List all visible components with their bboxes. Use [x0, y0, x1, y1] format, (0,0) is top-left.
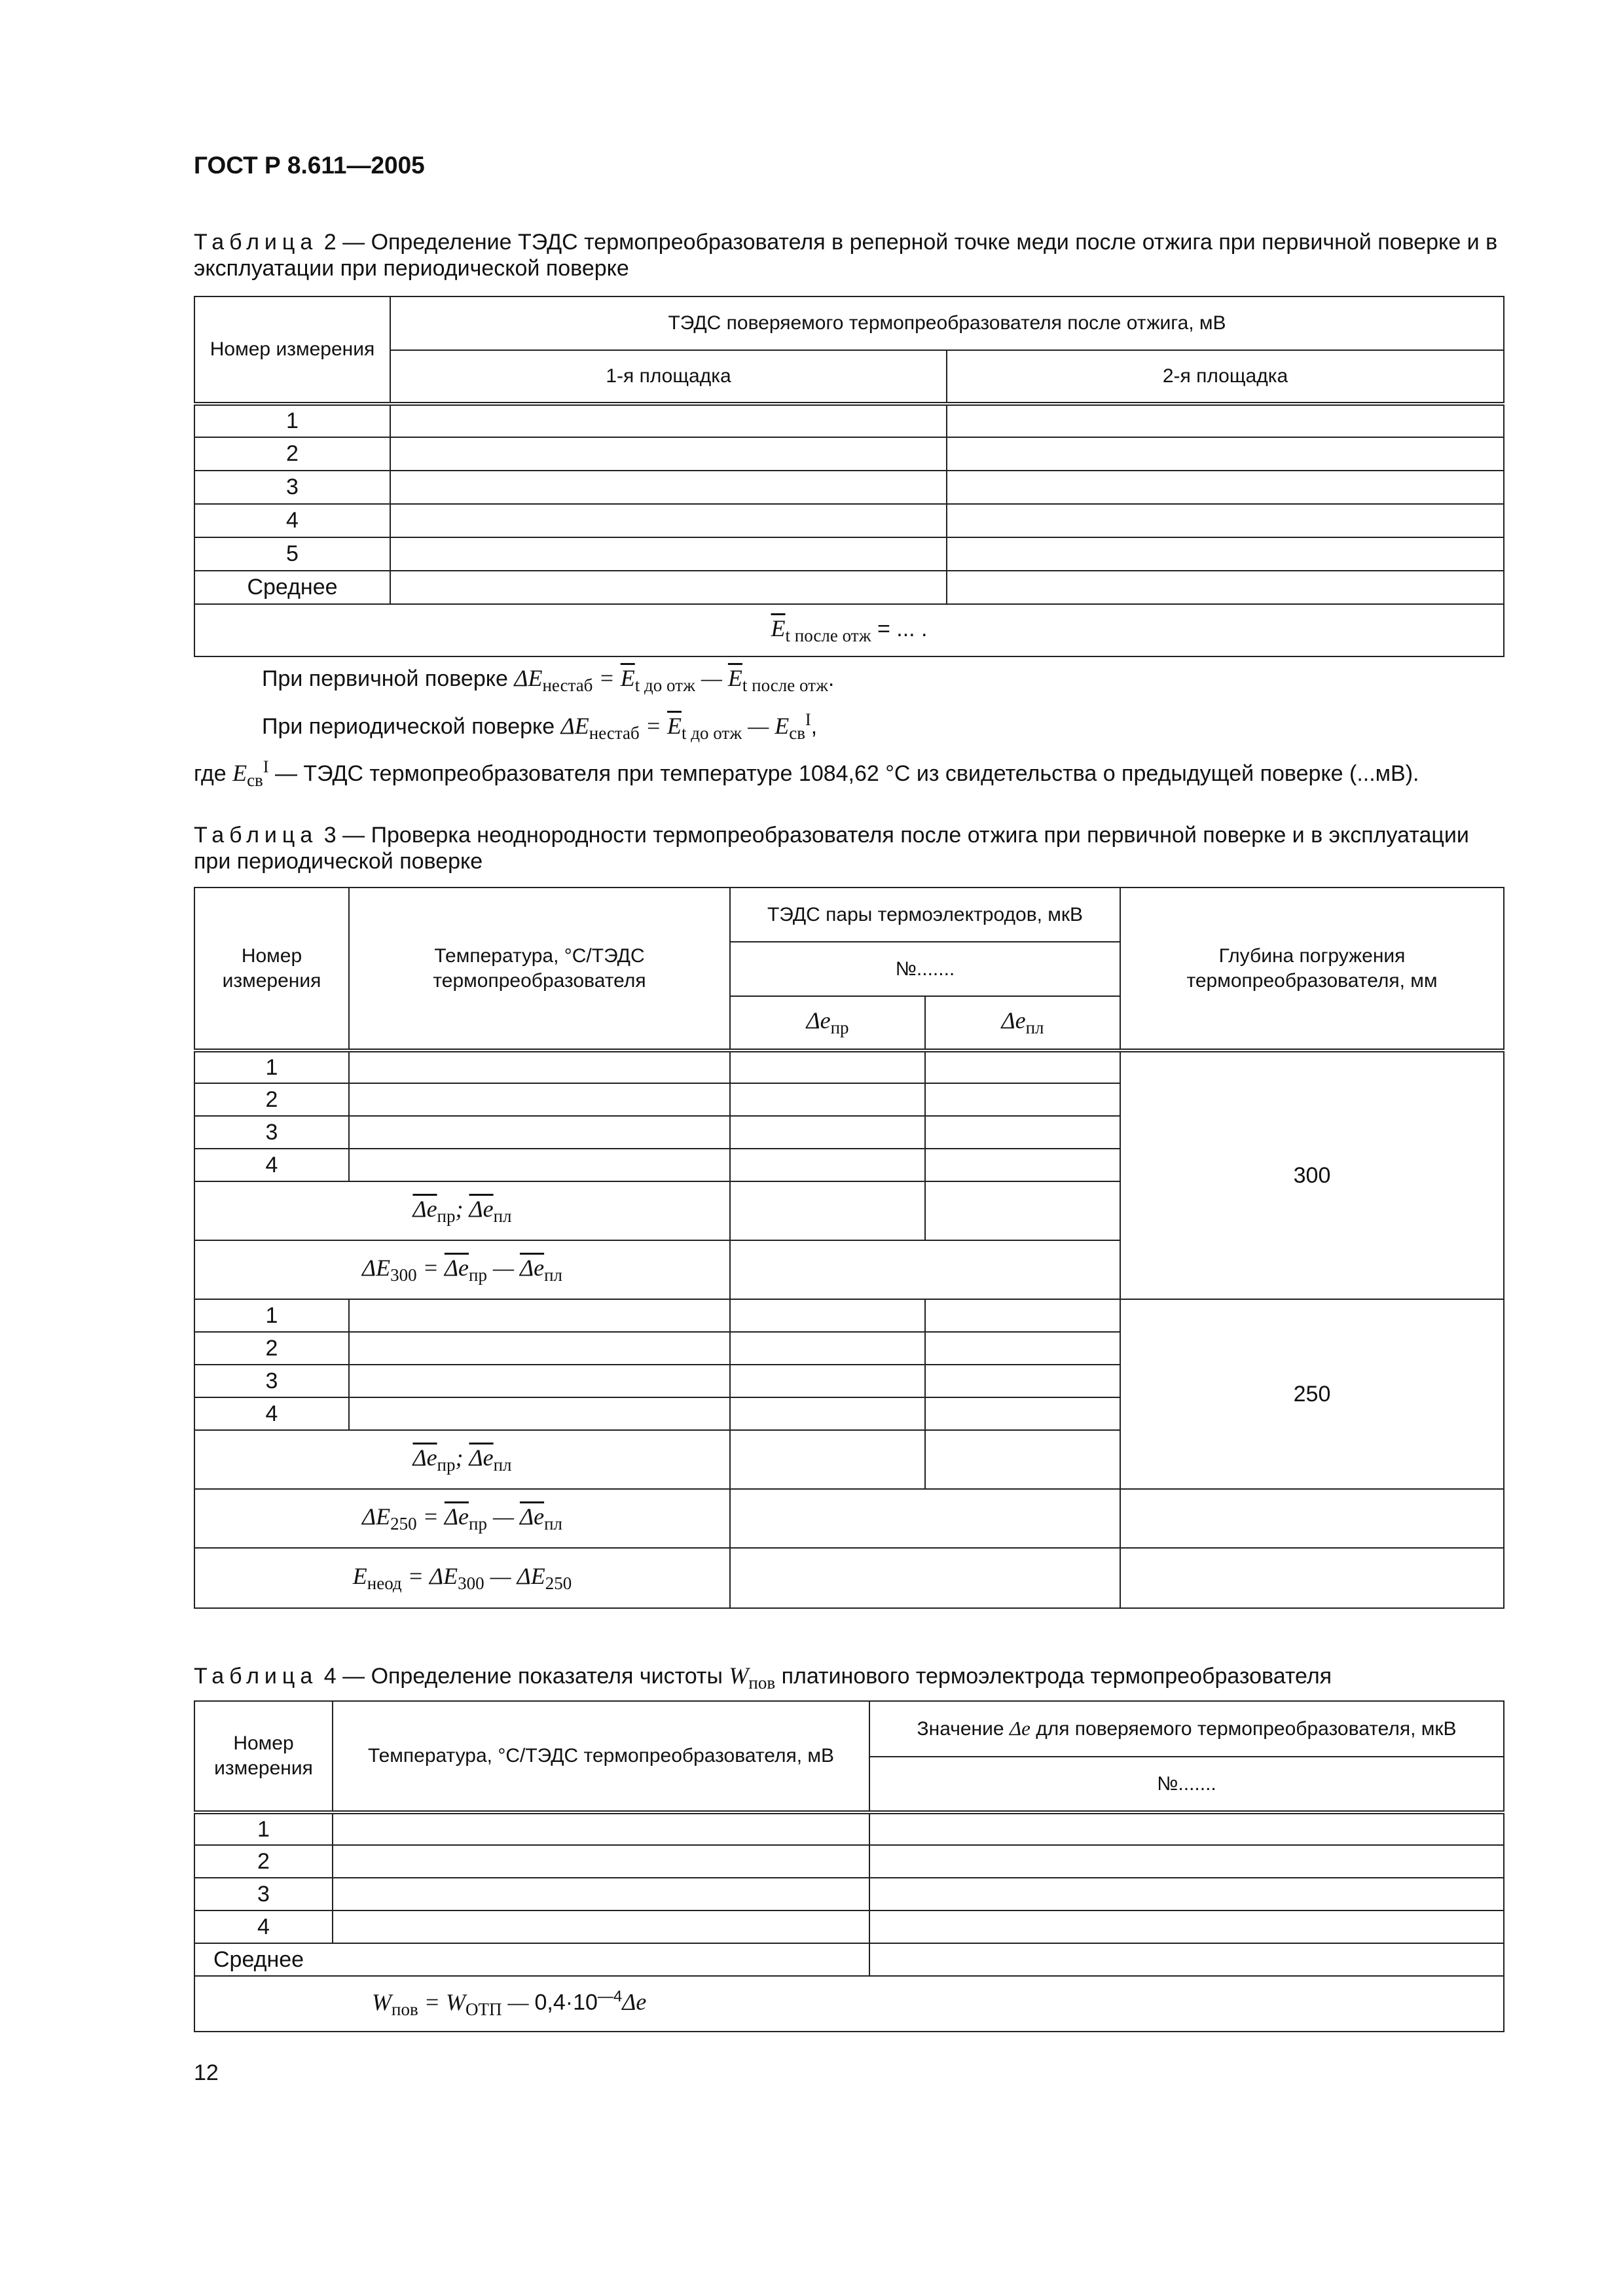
table3-delta-e250: $\Delta E_{250} = \overline{\Delta e}_{пр}$ — $\overline{\Delta e}_{пл}$ — [194, 1489, 730, 1548]
table3-col-delta-pr: $\Delta e_{пр}$ — [730, 996, 925, 1050]
table4-cell — [869, 1845, 1504, 1878]
table3-mean-deltas-250: $\overline{\Delta e}_{пр}$; $\overline{\Delta e}_{пл}$ — [194, 1430, 730, 1489]
table3-row-num: 1 — [194, 1050, 349, 1083]
table3-cell — [730, 1299, 925, 1332]
table4-cell — [869, 1812, 1504, 1845]
table4-cell — [333, 1878, 869, 1910]
table3-depth-300: 300 — [1120, 1050, 1504, 1299]
table3-cell — [925, 1430, 1120, 1489]
table3 — [194, 887, 1504, 1609]
table4-col-no: №....... — [869, 1757, 1504, 1812]
table3-cell — [1120, 1548, 1504, 1608]
table2 — [194, 296, 1504, 657]
table3-row-num: 1 — [194, 1299, 349, 1332]
table4-row-num: 4 — [194, 1910, 333, 1943]
table3-row-num: 4 — [194, 1397, 349, 1430]
table2-col-measure: Номер измерения — [194, 296, 390, 404]
table4-cell — [333, 1845, 869, 1878]
table2-col-site2: 2-я площадка — [947, 350, 1504, 404]
table2-cell — [947, 504, 1504, 537]
table2-caption-text: 2 — Определение ТЭДС термопреобразователя в реперной точке меди после отжига при первичной поверке и в эксплуатации при периодической поверке — [194, 230, 1498, 281]
table3-cell — [730, 1240, 1120, 1299]
table2-cell — [947, 404, 1504, 437]
table3-delta-e300: $\Delta E_{300} = \overline{\Delta e}_{пр}$ — $\overline{\Delta e}_{пл}$ — [194, 1240, 730, 1299]
table4-col-temp: Температура, °С/ТЭДС термопреобразователя, мВ — [333, 1701, 869, 1812]
table4-row-num: 3 — [194, 1878, 333, 1910]
table2-cell — [947, 471, 1504, 504]
table4-cell — [869, 1943, 1504, 1976]
table3-cell — [925, 1397, 1120, 1430]
table3-caption — [194, 822, 1503, 874]
table4-row-num: 1 — [194, 1812, 333, 1845]
table3-cell — [730, 1050, 925, 1083]
table4-cell — [869, 1910, 1504, 1943]
table3-cell — [925, 1181, 1120, 1240]
table3-e-inhomog: $E_{неод} = \Delta E_{300}$ — $\Delta E_{250}$ — [194, 1548, 730, 1608]
table4-col-measure: Номер измерения — [194, 1701, 333, 1812]
table3-cell — [349, 1397, 730, 1430]
table2-cell — [947, 537, 1504, 571]
table3-cell — [349, 1116, 730, 1149]
table2-caption — [194, 229, 1503, 281]
table2-label: Таблица — [194, 230, 318, 255]
table3-col-emf-pair: ТЭДС пары термоэлектродов, мкВ — [730, 888, 1120, 942]
table2-cell — [947, 437, 1504, 471]
table3-cell — [349, 1365, 730, 1397]
table3-depth-250: 250 — [1120, 1299, 1504, 1489]
table3-col-depth: Глубина погружения термопреобразователя, мм — [1120, 888, 1504, 1050]
table3-cell — [730, 1083, 925, 1116]
table4-cell — [333, 1812, 869, 1845]
table4-row-num: 2 — [194, 1845, 333, 1878]
table3-cell — [730, 1149, 925, 1181]
table3-col-no: №....... — [730, 942, 1120, 996]
table3-cell — [925, 1332, 1120, 1365]
table3-cell — [730, 1397, 925, 1430]
table3-cell — [730, 1489, 1120, 1548]
table3-cell — [730, 1332, 925, 1365]
table3-cell — [349, 1299, 730, 1332]
table3-col-temp: Температура, °С/ТЭДС термопреобразователя — [349, 888, 730, 1050]
table3-row-num: 4 — [194, 1149, 349, 1181]
table3-cell — [925, 1083, 1120, 1116]
table3-cell — [1120, 1489, 1504, 1548]
table3-caption-text: 3 — Проверка неоднородности термопреобразователя после отжига при первичной поверке и в эксплуатации при периодической поверке — [194, 823, 1469, 874]
table4-cell — [333, 1910, 869, 1943]
table4-caption-a: 4 — Определение показателя чистоты — [323, 1664, 723, 1689]
document-number: ГОСТ Р 8.611—2005 — [194, 152, 425, 179]
table3-row-num: 2 — [194, 1332, 349, 1365]
table3-row-num: 3 — [194, 1116, 349, 1149]
table2-col-group: ТЭДС поверяемого термопреобразователя после отжига, мВ — [390, 296, 1504, 350]
table3-row-num: 2 — [194, 1083, 349, 1116]
table2-avg-label: Среднее — [194, 571, 390, 604]
page-number: 12 — [194, 2060, 219, 2085]
table4-avg-label: Среднее — [194, 1943, 869, 1976]
table3-cell — [730, 1181, 925, 1240]
table2-cell — [390, 571, 947, 604]
table2-row-num: 2 — [194, 437, 390, 471]
table4-cell — [869, 1878, 1504, 1910]
table4-caption-b: платинового термоэлектрода термопреобразователя — [781, 1664, 1332, 1689]
table3-row-num: 3 — [194, 1365, 349, 1397]
table2-row-num: 3 — [194, 471, 390, 504]
table3-cell — [925, 1116, 1120, 1149]
table2-cell — [390, 437, 947, 471]
table2-col-site1: 1-я площадка — [390, 350, 947, 404]
table2-row-num: 4 — [194, 504, 390, 537]
table2-cell — [390, 404, 947, 437]
formula-primary: При первичной поверке $\Delta E_{нестаб} = \overline{E}_{t до отж}$ — $\overline{E}_{t после отж}$. — [262, 665, 835, 696]
table3-cell — [925, 1149, 1120, 1181]
table4-formula: $W_{пов} = W_{ОТП}$ — $0,4\cdot 10^{—4}\Delta e$ — [194, 1976, 1504, 2032]
table4-col-value: Значение Δe для поверяемого термопреобразователя, мкВ — [869, 1701, 1504, 1757]
formula-periodic: При периодической поверке $\Delta E_{нестаб} = \overline{E}_{t до отж}$ — $E_{св}^I$, — [262, 710, 818, 744]
table3-cell — [349, 1332, 730, 1365]
table3-cell — [925, 1299, 1120, 1332]
table2-formula: $\overline{E}_{t после отж}$ = ... . — [194, 604, 1504, 656]
table2-cell — [390, 504, 947, 537]
table4-caption: Таблица 4 — Определение показателя чистоты $W_{пов}$ платинового термоэлектрода термопреобразователя — [194, 1662, 1332, 1693]
table4 — [194, 1700, 1504, 2032]
table2-row-num: 1 — [194, 404, 390, 437]
formula-where: где $E_{св}^I$ — ТЭДС термопреобразователя при температуре 1084,62 °С из свидетельства о предыдущей поверке (...мВ). — [194, 757, 1419, 791]
table2-cell — [947, 571, 1504, 604]
table3-cell — [349, 1050, 730, 1083]
table4-label: Таблица — [194, 1664, 318, 1689]
table2-cell — [390, 471, 947, 504]
table3-col-measure: Номер измерения — [194, 888, 349, 1050]
table2-row-num: 5 — [194, 537, 390, 571]
table3-cell — [730, 1548, 1120, 1608]
table3-cell — [730, 1365, 925, 1397]
table3-cell — [349, 1083, 730, 1116]
table3-label: Таблица — [194, 823, 318, 848]
table3-mean-deltas-300: $\overline{\Delta e}_{пр}$; $\overline{\Delta e}_{пл}$ — [194, 1181, 730, 1240]
table3-cell — [925, 1050, 1120, 1083]
table3-col-delta-pl: $\Delta e_{пл}$ — [925, 996, 1120, 1050]
table2-cell — [390, 537, 947, 571]
table3-cell — [730, 1116, 925, 1149]
table3-cell — [925, 1365, 1120, 1397]
table3-cell — [349, 1149, 730, 1181]
table3-cell — [730, 1430, 925, 1489]
